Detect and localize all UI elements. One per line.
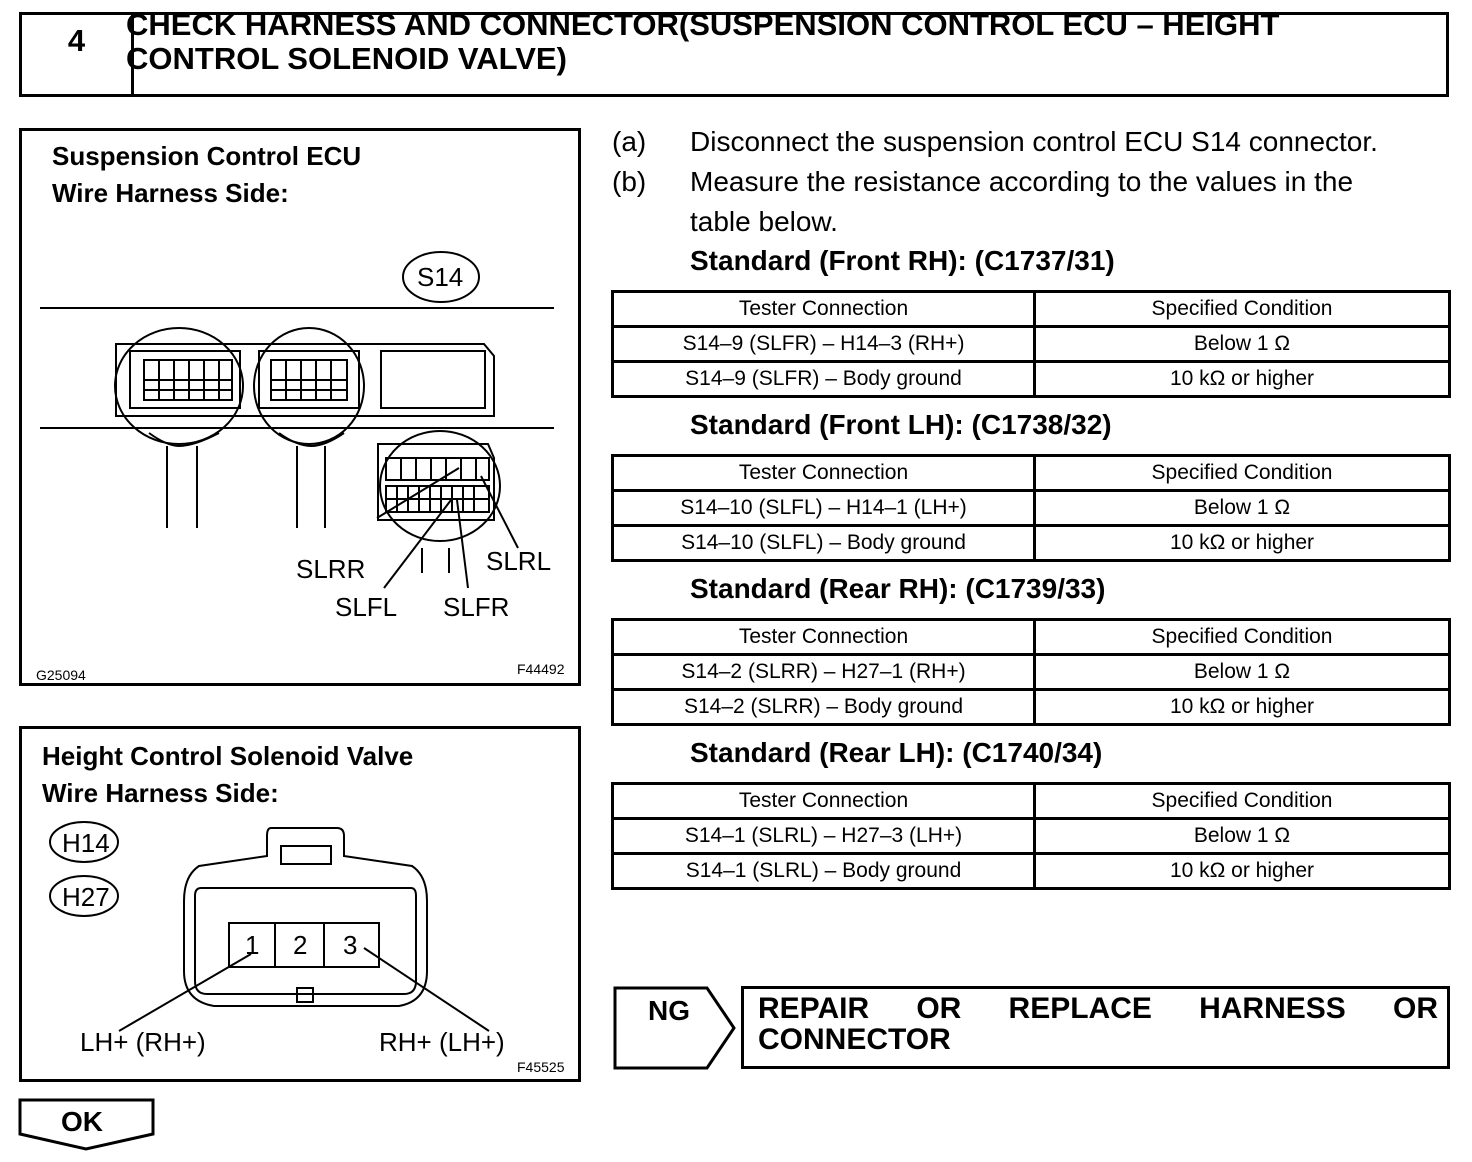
connector-label-h27: H27 — [62, 882, 110, 912]
standard-rear-lh: Standard (Rear LH): (C1740/34) — [690, 737, 1103, 768]
table-header: Tester Connection — [613, 620, 1035, 655]
step-b-text-line2: table below. — [690, 206, 838, 237]
step-a-marker: (a) — [612, 126, 647, 157]
connector-label-s14: S14 — [417, 262, 464, 292]
step-title: CHECK HARNESS AND CONNECTOR(SUSPENSION CONTROL ECU – HEIGHT CONTROL SOLENOID VALVE) — [126, 7, 1280, 76]
table-cell: Below 1 Ω — [1035, 327, 1450, 362]
table-cell: 10 kΩ or higher — [1035, 854, 1450, 889]
table-cell: S14–1 (SLRL) – Body ground — [613, 854, 1035, 889]
left-pin-label: LH+ (RH+) — [80, 1027, 206, 1057]
spec-table-rear-lh — [611, 782, 1451, 890]
table-cell: S14–1 (SLRL) – H27–3 (LH+) — [613, 819, 1035, 854]
table-header: Specified Condition — [1035, 456, 1450, 491]
pin-label-slrr: SLRR — [296, 554, 366, 584]
pin-label-slrl: SLRL — [486, 546, 552, 576]
table-header: Specified Condition — [1035, 620, 1450, 655]
ok-label: OK — [61, 1106, 103, 1137]
standard-rear-rh: Standard (Rear RH): (C1739/33) — [690, 573, 1106, 604]
table-cell: S14–2 (SLRR) – H27–1 (RH+) — [613, 655, 1035, 690]
solenoid-figure-title-line1: Height Control Solenoid Valve — [42, 741, 414, 771]
table-cell: Below 1 Ω — [1035, 819, 1450, 854]
figure-code-f44492: F44492 — [517, 661, 565, 677]
table-cell: S14–10 (SLFL) – H14–1 (LH+) — [613, 491, 1035, 526]
ng-label: NG — [648, 995, 690, 1026]
pin-number-3: 3 — [343, 930, 358, 960]
table-header: Tester Connection — [613, 456, 1035, 491]
table-header: Tester Connection — [613, 784, 1035, 819]
pin-label-slfl: SLFL — [335, 592, 398, 622]
table-cell: 10 kΩ or higher — [1035, 690, 1450, 725]
step-number: 4 — [22, 15, 134, 94]
step-a-text: Disconnect the suspension control ECU S14 connector. — [690, 126, 1378, 157]
connector-label-h14: H14 — [62, 828, 110, 858]
table-cell: 10 kΩ or higher — [1035, 362, 1450, 397]
pin-number-1: 1 — [245, 930, 260, 960]
spec-table-front-lh — [611, 454, 1451, 562]
ecu-figure-title-line1: Suspension Control ECU — [52, 141, 362, 171]
table-cell: S14–9 (SLFR) – H14–3 (RH+) — [613, 327, 1035, 362]
figure-code-f45525: F45525 — [517, 1059, 565, 1075]
table-cell: S14–2 (SLRR) – Body ground — [613, 690, 1035, 725]
pin-label-slfr: SLFR — [443, 592, 510, 622]
figure-code-g25094: G25094 — [36, 667, 86, 683]
table-cell: 10 kΩ or higher — [1035, 526, 1450, 561]
table-cell: S14–10 (SLFL) – Body ground — [613, 526, 1035, 561]
standard-front-lh: Standard (Front LH): (C1738/32) — [690, 409, 1112, 440]
solenoid-figure-title-line2: Wire Harness Side: — [42, 778, 279, 808]
step-b-text-line1: Measure the resistance according to the values in the — [690, 166, 1354, 197]
ng-action-text: REPAIR OR REPLACE HARNESS OR CONNECTOR — [758, 992, 1438, 1056]
right-pin-label: RH+ (LH+) — [379, 1027, 505, 1057]
table-cell: S14–9 (SLFR) – Body ground — [613, 362, 1035, 397]
spec-table-front-rh — [611, 290, 1451, 398]
step-b-marker: (b) — [612, 166, 647, 197]
table-header: Tester Connection — [613, 292, 1035, 327]
table-header: Specified Condition — [1035, 292, 1450, 327]
table-cell: Below 1 Ω — [1035, 655, 1450, 690]
ecu-figure-title-line2: Wire Harness Side: — [52, 178, 289, 208]
spec-table-rear-rh — [611, 618, 1451, 726]
standard-front-rh: Standard (Front RH): (C1737/31) — [690, 245, 1115, 276]
table-header: Specified Condition — [1035, 784, 1450, 819]
table-cell: Below 1 Ω — [1035, 491, 1450, 526]
pin-number-2: 2 — [293, 930, 308, 960]
